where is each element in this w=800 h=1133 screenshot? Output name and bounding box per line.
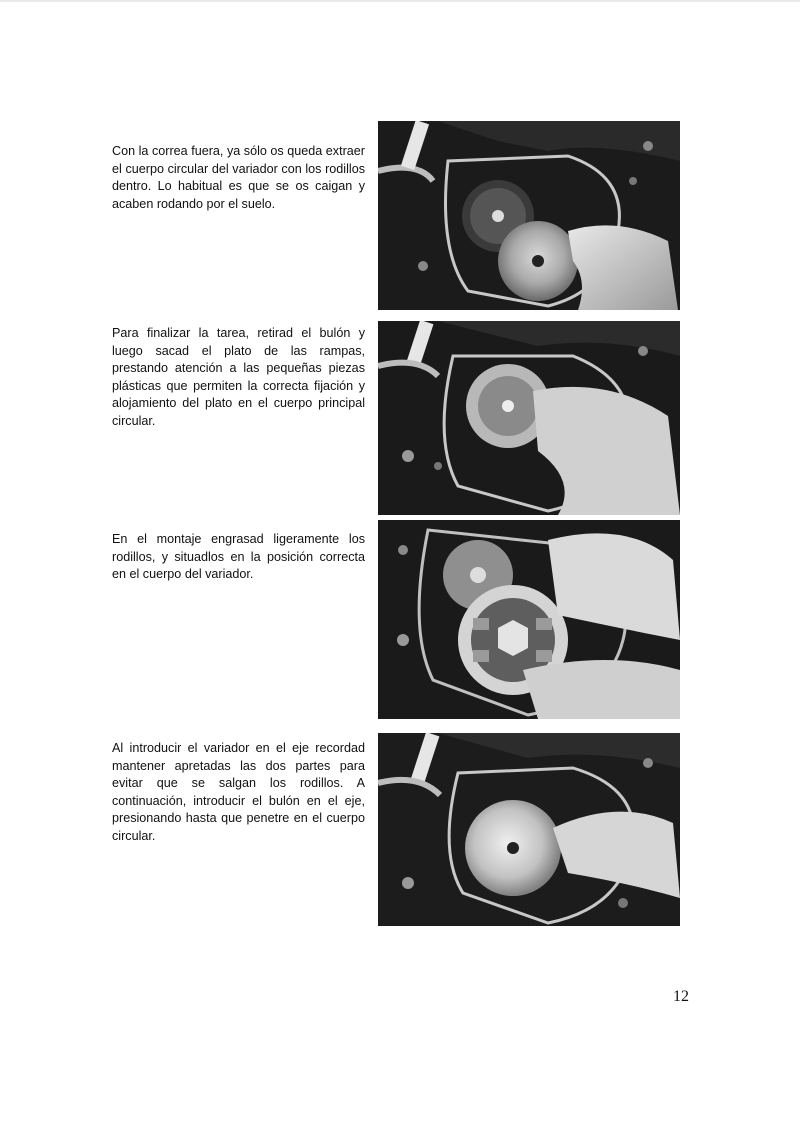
step-3-text: En el montaje engrasad ligeramente los rodillos, y situadlos en la posición correcta en el cuerpo del variador. <box>112 532 365 582</box>
step-2-photo <box>378 321 680 515</box>
step-1-text: Con la correa fuera, ya sólo os queda extraer el cuerpo circular del variador con los rodillos dentro. Lo habitual es que se os caigan y acaben rodando por el suelo. <box>112 144 365 211</box>
step-1-photo <box>378 121 680 310</box>
page-number: 12 <box>673 988 689 1005</box>
page-top-edge <box>0 0 800 2</box>
step-4-photo <box>378 733 680 926</box>
step-3-photo <box>378 520 680 719</box>
step-2-text: Para finalizar la tarea, retirad el bulón y luego sacad el plato de las rampas, prestando atención a las pequeñas piezas plásticas que permiten la correcta fijación y alojamiento del plato en el cuerpo principal circular. <box>112 326 365 428</box>
step-4-text: Al introducir el variador en el eje recordad mantener apretadas las dos partes para evitar que se salgan los rodillos. A continuación, introducir el bulón en el eje, presionando hasta que penetre en el cuerpo circular. <box>112 741 365 843</box>
